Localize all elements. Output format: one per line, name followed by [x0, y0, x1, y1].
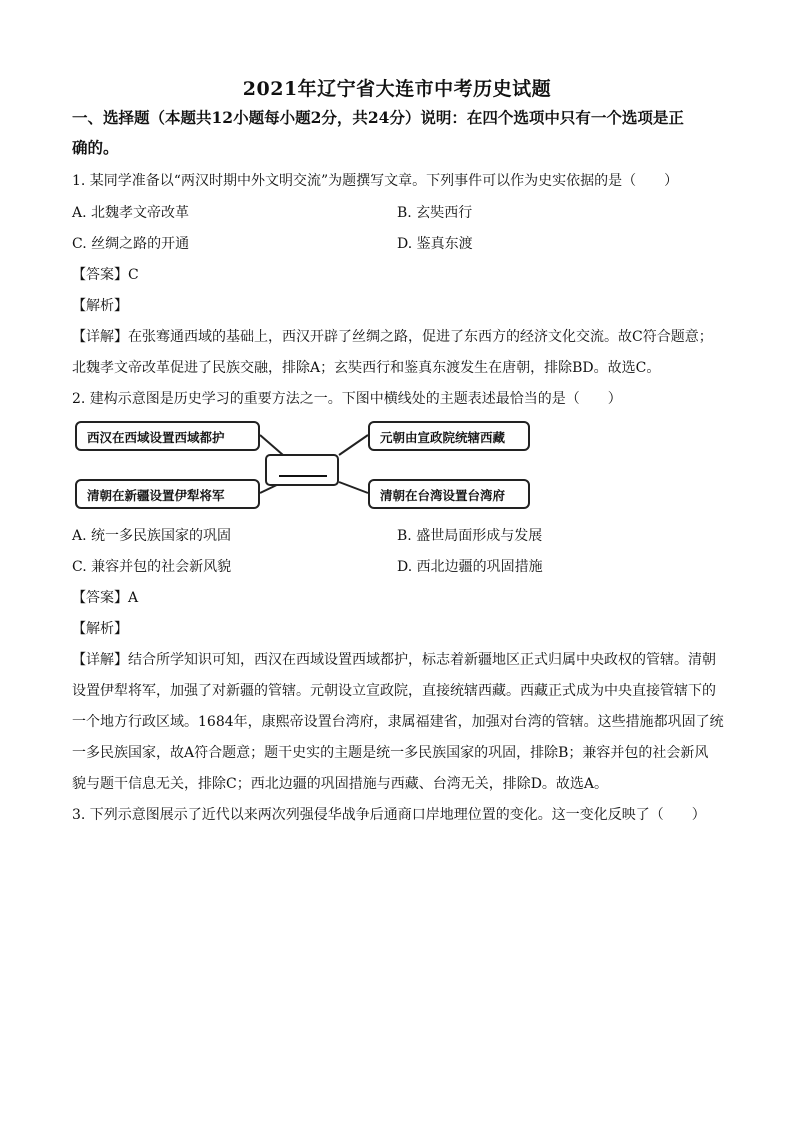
diagram-blank-underline	[279, 475, 327, 477]
q2-option-d: D. 西北边疆的巩固措施	[397, 559, 543, 575]
section-heading-line1: 一、选择题（本题共12小题每小题2分，共24分）说明：在四个选项中只有一个选项是正	[72, 108, 684, 127]
diagram-box-bottom-right: 清朝在台湾设置台湾府	[368, 479, 530, 509]
diagram-box-top-right: 元朝由宣政院统辖西藏	[368, 421, 530, 451]
q3-stem: 3. 下列示意图展示了近代以来两次列强侵华战争后通商口岸地理位置的变化。这一变化反映了（ ）	[72, 807, 706, 823]
diagram-center-blank	[265, 454, 339, 486]
q2-option-b: B. 盛世局面形成与发展	[397, 528, 543, 544]
page-title: 2021年辽宁省大连市中考历史试题	[242, 78, 552, 100]
q1-option-a: A. 北魏孝文帝改革	[72, 205, 190, 221]
q1-option-c: C. 丝绸之路的开通	[72, 236, 190, 252]
q1-stem: 1. 某同学准备以“两汉时期中外文明交流”为题撰写文章。下列事件可以作为史实依据的是（ ）	[72, 173, 679, 189]
q2-answer: 【答案】A	[72, 590, 139, 606]
q2-analysis-label: 【解析】	[72, 621, 128, 637]
diagram-box-bottom-left: 清朝在新疆设置伊犁将军	[75, 479, 260, 509]
q1-analysis-label: 【解析】	[72, 298, 128, 314]
q2-stem: 2. 建构示意图是历史学习的重要方法之一。下图中横线处的主题表述最恰当的是（ ）	[72, 391, 622, 407]
q2-detail-line4: 一多民族国家，故A符合题意；题干史实的主题是统一多民族国家的巩固，排除B；兼容并包的社会新风	[72, 745, 709, 761]
q1-answer: 【答案】C	[72, 267, 139, 283]
section-heading-line2: 确的。	[72, 138, 119, 157]
section-heading	[72, 103, 722, 163]
q1-detail-line1: 【详解】在张骞通西域的基础上，西汉开辟了丝绸之路，促进了东西方的经济文化交流。故C符合题意；	[72, 329, 713, 345]
q2-option-c: C. 兼容并包的社会新风貌	[72, 559, 232, 575]
q2-concept-diagram	[72, 419, 532, 517]
q1-option-b: B. 玄奘西行	[397, 205, 473, 221]
q2-detail-line1: 【详解】结合所学知识可知，西汉在西域设置西域都护，标志着新疆地区正式归属中央政权的管辖。清朝	[72, 652, 716, 668]
q2-detail-line3: 一个地方行政区域。1684年，康熙帝设置台湾府，隶属福建省，加强对台湾的管辖。这些措施都巩固了统	[72, 714, 724, 730]
diagram-box-top-left: 西汉在西域设置西域都护	[75, 421, 260, 451]
q2-detail-line5: 貌与题干信息无关，排除C；西北边疆的巩固措施与西藏、台湾无关，排除D。故选A。	[72, 776, 609, 792]
q2-detail-line2: 设置伊犁将军，加强了对新疆的管辖。元朝设立宣政院，直接统辖西藏。西藏正式成为中央直接管辖下的	[72, 683, 716, 699]
q1-detail-line2: 北魏孝文帝改革促进了民族交融，排除A；玄奘西行和鉴真东渡发生在唐朝，排除BD。故选C。	[72, 360, 661, 376]
q1-option-d: D. 鉴真东渡	[397, 236, 473, 252]
q2-option-a: A. 统一多民族国家的巩固	[72, 528, 232, 544]
